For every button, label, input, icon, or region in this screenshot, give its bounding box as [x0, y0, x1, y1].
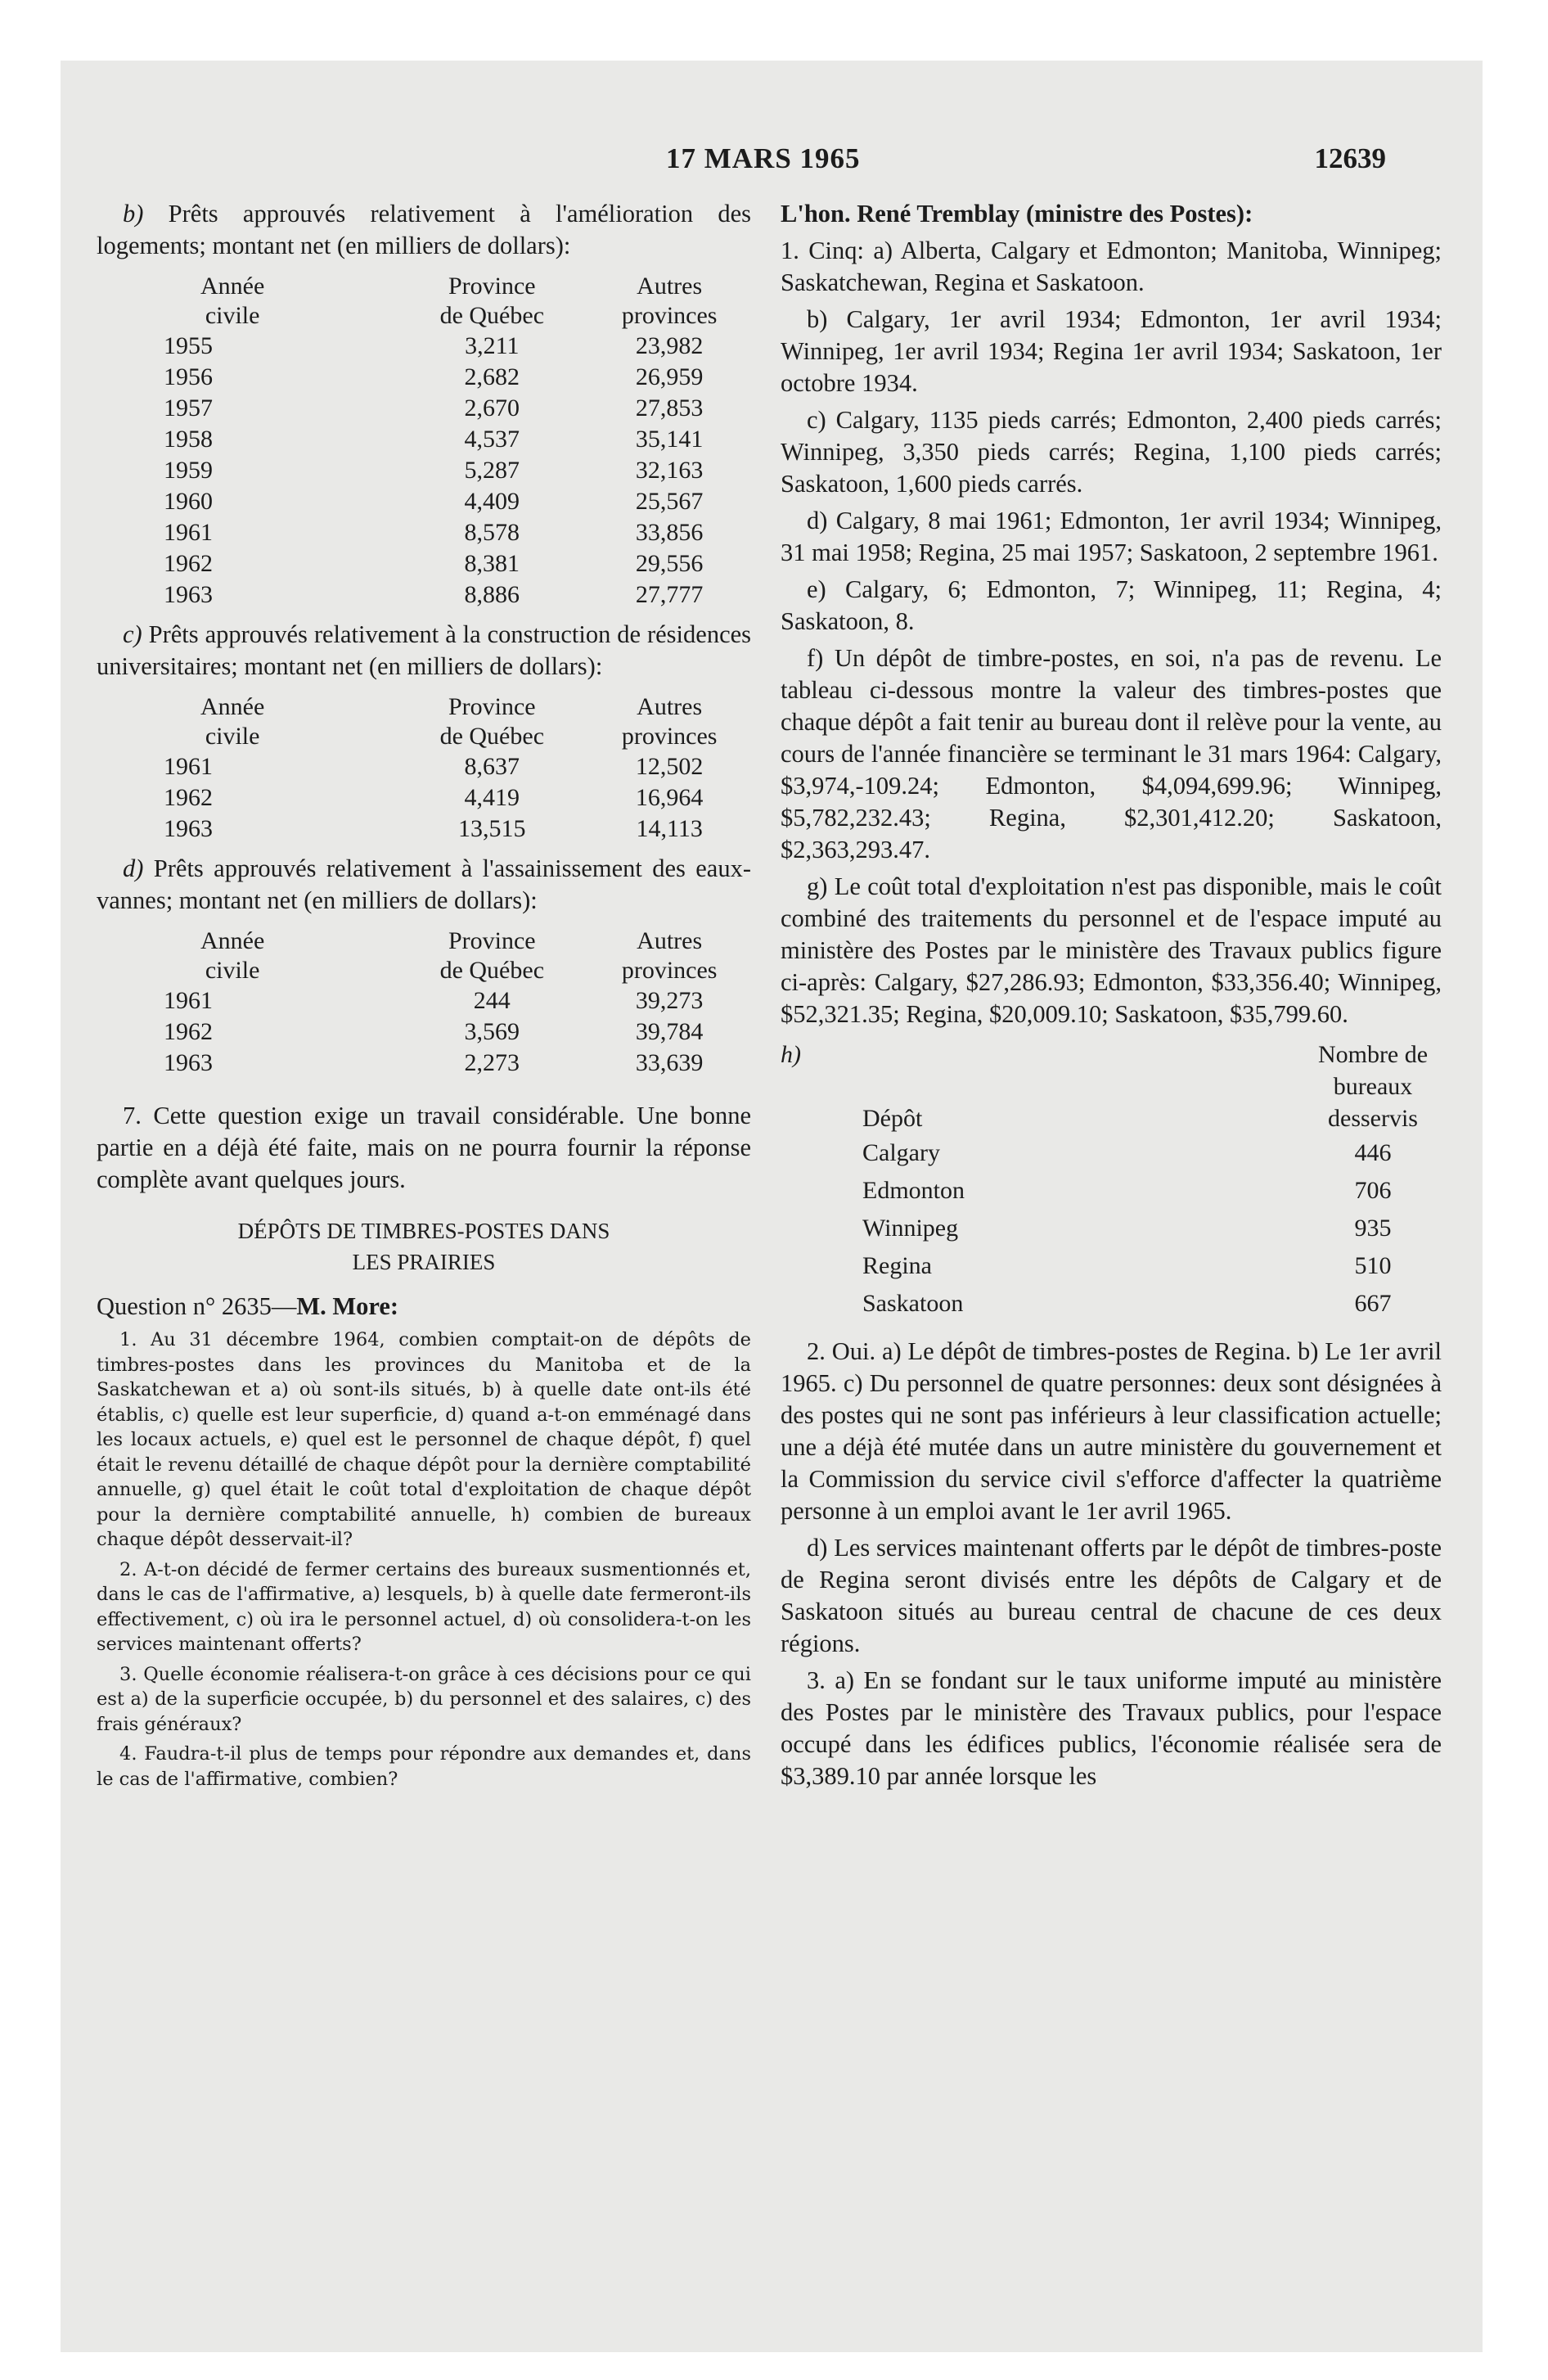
col-header-other: Autres	[637, 693, 703, 720]
col-header-year: Année	[200, 273, 265, 300]
page-header	[61, 142, 1483, 183]
question-line	[97, 1291, 751, 1323]
col-header-year-2: civile	[205, 957, 260, 984]
question-2: 2. A-t-on décidé de fermer certains des bureaux susmentionnés et, dans le cas de l'affirmative, a) lesquels, b) à quelle date fermeront-ils effectivement, c) où ira le personnel actuel, d) où consolidera-t-on les services maintenant offerts?	[97, 1558, 751, 1655]
col-header-other: Autres	[637, 927, 703, 954]
answer-3: 3. a) En se fondant sur le taux uniforme imputé au ministère des Postes par le ministère des Travaux publics, pour l'espace occupé dans les édifices publics, l'économie réalisée sera de $3,389.10 par année lorsque les	[781, 1666, 1442, 1790]
cell-other: 33,856	[635, 519, 704, 546]
col-header-other-2: provinces	[621, 957, 718, 984]
cell-year: 1958	[164, 426, 213, 453]
col-header-year-2: civile	[205, 723, 260, 750]
answer-1c: c) Calgary, 1135 pieds carrés; Edmonton, 2,400 pieds carrés; Winnipeg, 3,350 pieds carrés; Regina, 1,100 pieds carrés; Saskatoon, 1,600 pieds carrés.	[781, 406, 1442, 498]
cell-quebec: 4,419	[464, 784, 520, 811]
cell-year: 1956	[164, 363, 213, 390]
col-header-year: Année	[200, 693, 265, 720]
col-header-offices-2: bureaux	[1333, 1073, 1413, 1100]
cell-depot: Calgary	[862, 1139, 940, 1166]
cell-quebec: 3,211	[465, 332, 520, 359]
section-heading-line-2: LES PRAIRIES	[352, 1250, 496, 1274]
col-header-year: Année	[200, 927, 265, 954]
table-row	[142, 424, 751, 455]
header-date: 17 MARS 1965	[666, 142, 861, 174]
table-row	[142, 1016, 751, 1048]
cell-quebec: 4,537	[464, 426, 520, 453]
cell-other: 33,639	[635, 1049, 704, 1076]
table-row	[142, 393, 751, 424]
cell-other: 14,113	[636, 815, 703, 842]
col-header-quebec: Province	[448, 927, 536, 954]
left-column	[97, 198, 751, 1796]
cell-depot: Winnipeg	[862, 1215, 959, 1242]
cell-depot: Edmonton	[862, 1177, 965, 1204]
table-row	[142, 362, 751, 393]
cell-other: 26,959	[635, 363, 704, 390]
table-row	[142, 782, 751, 814]
cell-quebec: 13,515	[458, 815, 526, 842]
section-heading-line-1: DÉPÔTS DE TIMBRES-POSTES DANS	[237, 1219, 610, 1243]
speaker-line	[781, 198, 1442, 230]
col-header-other: Autres	[637, 273, 703, 300]
cell-other: 25,567	[635, 488, 704, 515]
col-header-depot: Dépôt	[862, 1105, 923, 1132]
item-text-c: Prêts approuvés relativement à la construction de résidences universitaires; montant net (en milliers de dollars):	[97, 620, 752, 680]
cell-other: 39,273	[635, 987, 704, 1014]
col-header-offices	[1304, 1039, 1442, 1134]
answer-1d: d) Calgary, 8 mai 1961; Edmonton, 1er avril 1934; Winnipeg, 31 mai 1958; Regina, 25 mai 1957; Saskatoon, 2 septembre 1961.	[781, 507, 1442, 566]
col-header-year-2: civile	[205, 302, 260, 329]
answer-1b: b) Calgary, 1er avril 1934; Edmonton, 1er avril 1934; Winnipeg, 1er avril 1934; Regina 1er avril 1934; Saskatoon, 1er octobre 1934.	[781, 305, 1442, 397]
item-label-d: d)	[123, 854, 144, 882]
cell-quebec: 3,569	[464, 1018, 520, 1045]
table-row	[781, 1172, 1442, 1210]
cell-year: 1963	[164, 581, 213, 608]
table-row	[142, 1048, 751, 1079]
cell-year: 1960	[164, 488, 213, 515]
table-row	[781, 1134, 1442, 1172]
paragraph-item-7: 7. Cette question exige un travail considérable. Une bonne partie en a déjà été faite, mais on ne pourra fournir la réponse complète avant quelques jours.	[97, 1102, 751, 1193]
table-h	[781, 1039, 1442, 1323]
cell-quebec: 2,273	[464, 1049, 520, 1076]
cell-quebec: 2,670	[464, 394, 520, 421]
cell-quebec: 8,886	[464, 581, 520, 608]
item-label-h-text: h)	[781, 1041, 801, 1068]
table-row	[142, 814, 751, 845]
cell-year: 1961	[164, 987, 213, 1014]
right-column	[781, 198, 1442, 1797]
cell-year: 1957	[164, 394, 213, 421]
question-author: M. More:	[296, 1292, 399, 1320]
cell-depot: Saskatoon	[862, 1290, 964, 1317]
cell-quebec: 4,409	[464, 488, 520, 515]
cell-quebec: 5,287	[464, 457, 520, 484]
answer-1f: f) Un dépôt de timbre-postes, en soi, n'a pas de revenu. Le tableau ci-dessous montre la valeur des timbres-postes que chaque dépôt a fait tenir au bureau dont il relève pour la vente, au cours de l'année financière se terminant le 31 mars 1964: Calgary, $3,974,-109.24; Edmonton, $4,094,699.96; Winnipeg, $5,782,232.43; Regina, $2,301,412.20; Saskatoon, $2,363,293.47.	[781, 644, 1442, 863]
paragraph-d	[97, 853, 751, 917]
table-row	[142, 486, 751, 517]
paragraph-b	[97, 198, 751, 262]
cell-other: 12,502	[635, 753, 704, 780]
cell-quebec: 244	[473, 987, 511, 1014]
col-header-quebec-2: de Québec	[439, 723, 545, 750]
cell-year: 1962	[164, 784, 213, 811]
col-header-offices-3: desservis	[1328, 1105, 1418, 1132]
answer-1g: g) Le coût total d'exploitation n'est pas disponible, mais le coût combiné des traitements du personnel et de l'espace imputé au ministère des Postes par le ministère des Travaux publics figure ci-après: Calgary, $27,286.93; Edmonton, $33,356.40; Winnipeg, $52,321.35; Regina, $20,009.10; Saskatoon, $35,799.60.	[781, 872, 1442, 1028]
col-header-offices-1: Nombre de	[1317, 1041, 1429, 1068]
table-row	[142, 751, 751, 782]
answer-2d: d) Les services maintenant offerts par le dépôt de timbres-poste de Regina seront divisés entre les dépôts de Calgary et de Saskatoon situés au bureau central de chacune de ces deux régions.	[781, 1534, 1442, 1657]
table-row	[781, 1285, 1442, 1323]
table-row	[142, 985, 751, 1016]
cell-other: 39,784	[635, 1018, 704, 1045]
cell-year: 1963	[164, 815, 213, 842]
speaker-name: L'hon. René Tremblay (ministre des Postes):	[781, 200, 1253, 228]
table-row	[142, 331, 751, 362]
cell-offices: 706	[1354, 1177, 1392, 1204]
table-row	[142, 517, 751, 548]
header-page-number: 12639	[1314, 142, 1386, 174]
cell-other: 29,556	[635, 550, 704, 577]
cell-year: 1962	[164, 550, 213, 577]
cell-quebec: 8,381	[464, 550, 520, 577]
cell-other: 27,777	[635, 581, 704, 608]
question-3: 3. Quelle économie réalisera-t-on grâce à ces décisions pour ce qui est a) de la superficie occupée, b) du personnel et des salaires, c) des frais généraux?	[97, 1663, 751, 1735]
table-row	[781, 1210, 1442, 1247]
table-d	[142, 926, 751, 1079]
cell-other: 27,853	[635, 394, 704, 421]
table-row	[142, 548, 751, 579]
cell-other: 32,163	[635, 457, 704, 484]
table-row	[781, 1247, 1442, 1285]
document-page	[61, 61, 1483, 2352]
cell-offices: 667	[1354, 1290, 1392, 1317]
cell-other: 23,982	[635, 332, 704, 359]
cell-year: 1962	[164, 1018, 213, 1045]
item-label-h	[781, 1039, 862, 1134]
table-b	[142, 272, 751, 611]
table-row	[142, 579, 751, 611]
item-label-b: b)	[123, 200, 144, 228]
cell-year: 1961	[164, 753, 213, 780]
cell-quebec: 8,578	[464, 519, 520, 546]
item-text-b: Prêts approuvés relativement à l'amélioration des logements; montant net (en milliers de dollars):	[97, 200, 751, 259]
cell-year: 1963	[164, 1049, 213, 1076]
cell-quebec: 2,682	[464, 363, 520, 390]
cell-depot: Regina	[862, 1252, 932, 1279]
col-header-other-2: provinces	[621, 723, 718, 750]
section-heading	[97, 1215, 751, 1278]
answer-2: 2. Oui. a) Le dépôt de timbres-postes de Regina. b) Le 1er avril 1965. c) Du personnel de quatre personnes: deux sont désignées à des postes qui ne sont pas inférieurs à leur classification actuelle; une a déjà été mutée dans un autre ministère du gouvernement et la Commission du service civil s'efforce d'affecter la quatrième personne à un emploi avant le 1er avril 1965.	[781, 1337, 1442, 1525]
cell-other: 35,141	[635, 426, 704, 453]
answer-1: 1. Cinq: a) Alberta, Calgary et Edmonton; Manitoba, Winnipeg; Saskatchewan, Regina et Saskatoon.	[781, 237, 1442, 296]
table-row	[142, 455, 751, 486]
col-header-quebec-2: de Québec	[439, 302, 545, 329]
cell-year: 1961	[164, 519, 213, 546]
answer-1e: e) Calgary, 6; Edmonton, 7; Winnipeg, 11; Regina, 4; Saskatoon, 8.	[781, 575, 1442, 635]
paragraph-c	[97, 619, 751, 683]
col-header-quebec: Province	[448, 273, 536, 300]
cell-offices: 446	[1354, 1139, 1392, 1166]
question-4: 4. Faudra-t-il plus de temps pour répondre aux demandes et, dans le cas de l'affirmative, combien?	[97, 1743, 751, 1790]
cell-offices: 935	[1354, 1215, 1392, 1242]
cell-quebec: 8,637	[464, 753, 520, 780]
col-header-quebec-2: de Québec	[439, 957, 545, 984]
table-c	[142, 692, 751, 845]
col-header-quebec: Province	[448, 693, 536, 720]
cell-offices: 510	[1354, 1252, 1392, 1279]
item-text-d: Prêts approuvés relativement à l'assainissement des eaux-vannes; montant net (en milliers de dollars):	[97, 854, 751, 914]
col-header-other-2: provinces	[621, 302, 718, 329]
cell-year: 1959	[164, 457, 213, 484]
question-number: Question n° 2635—	[97, 1292, 297, 1320]
question-1: 1. Au 31 décembre 1964, combien comptait-on de dépôts de timbres-postes dans les provinces du Manitoba et de la Saskatchewan et a) où sont-ils situés, b) à quelle date ont-ils été établis, c) quelle est leur superficie, d) quand a-t-on emménagé dans les locaux actuels, e) quel est le personnel de chaque dépôt, f) quel était le revenu détaillé de chaque dépôt pour la dernière comptabilité annuelle, g) quel était le coût total d'exploitation de chaque dépôt pour la dernière comptabilité annuelle, h) combien de bureaux chaque dépôt desservait-il?	[97, 1329, 751, 1550]
item-label-c: c)	[123, 620, 142, 648]
cell-other: 16,964	[635, 784, 704, 811]
cell-year: 1955	[164, 332, 213, 359]
